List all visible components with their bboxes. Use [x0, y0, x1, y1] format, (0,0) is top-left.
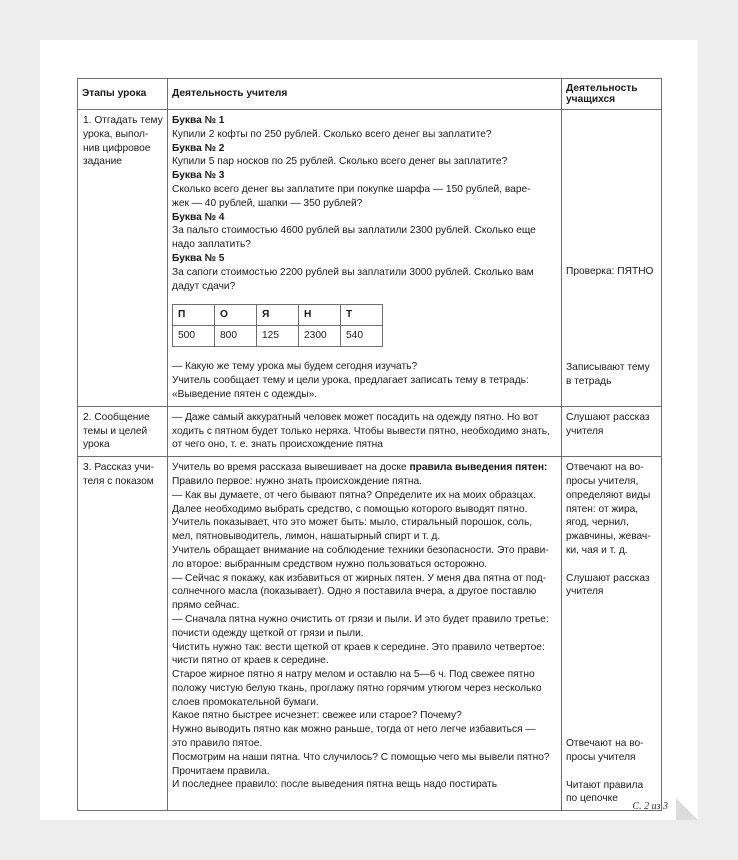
page-corner-fold [676, 798, 698, 820]
answer-key-table [172, 304, 383, 347]
number-cell: 500 [173, 326, 215, 347]
table-row [78, 406, 662, 456]
header-pupils: Деятельность учащихся [562, 79, 662, 110]
letters-row [173, 305, 383, 326]
task-title: Буква № 3 [172, 170, 225, 182]
pupil-text: в тетрадь [566, 375, 612, 387]
table-row [78, 457, 662, 811]
table-row [78, 110, 662, 407]
number-cell: 540 [341, 326, 383, 347]
letter-cell: Т [341, 305, 383, 326]
task-text: дадут сдачи? [172, 280, 236, 292]
task-text: надо заплатить? [172, 239, 251, 251]
teacher-cell [168, 110, 562, 407]
task-text: Купили 5 пар носков по 25 рублей. Сколько всего денег вы заплатите? [172, 156, 508, 168]
pupil-cell: Отвечают на во- просы учителя, определяют виды пятен: от жира, ягод, чернил, ржавчины, жевач- ки, чая и т. д. Слушают рассказ учителя Отвечают на во- просы учителя Читают правила по цепочке [562, 457, 662, 811]
teacher-cell [168, 406, 562, 456]
stage-cell: 3. Рассказ учи- теля с показом [78, 457, 168, 811]
teacher-text: «Выведение пятен с одежды». [172, 388, 318, 400]
stage-cell: 2. Сообщение темы и целей урока [78, 406, 168, 456]
teacher-text: — Даже самый аккуратный человек может посадить на одежду пятно. Но вот [172, 411, 539, 423]
pupil-cell [562, 406, 662, 456]
pupil-check: Проверка: ПЯТНО [566, 266, 654, 277]
task-text: жек — 40 рублей, шапки — 350 рублей? [172, 197, 363, 209]
pupil-text: Слушают рассказ [566, 411, 650, 423]
stage-cell: 1. Отгадать тему урока, выпол- нив цифровое задание [78, 110, 168, 407]
page-number: С. 2 из 3 [632, 801, 668, 812]
task-text: За сапоги стоимостью 2200 рублей вы заплатили 3000 рублей. Сколько вам [172, 266, 534, 278]
teacher-text: ходить с пятном будет только неряха. Чтобы вывести пятно, необходимо знать, [172, 425, 550, 437]
pupil-text: учителя [566, 425, 604, 437]
task-title: Буква № 2 [172, 142, 225, 154]
task-text: За пальто стоимостью 4600 рублей вы заплатили 2300 рублей. Сколько еще [172, 225, 536, 237]
teacher-text: — Какую же тему урока мы будем сегодня изучать? [172, 361, 418, 373]
document-page [40, 40, 698, 820]
task-title: Буква № 1 [172, 115, 225, 126]
task-text: Купили 2 кофты по 250 рублей. Сколько всего денег вы заплатите? [172, 128, 492, 140]
letter-cell: Я [257, 305, 299, 326]
number-cell: 125 [257, 326, 299, 347]
teacher-text: от чего оно, т. е. знать происхождение пятна [172, 439, 383, 451]
pupil-text: Записывают тему [566, 361, 650, 373]
lesson-plan-table [77, 78, 662, 811]
header-teacher: Деятельность учителя [168, 79, 562, 110]
number-cell: 2300 [299, 326, 341, 347]
numbers-row [173, 326, 383, 347]
number-cell: 800 [215, 326, 257, 347]
letter-cell: О [215, 305, 257, 326]
teacher-text: Учитель сообщает тему и цели урока, предлагает записать тему в тетрадь: [172, 375, 529, 387]
header-stages: Этапы урока [78, 79, 168, 110]
letter-cell: П [173, 305, 215, 326]
letter-cell: Н [299, 305, 341, 326]
task-title: Буква № 5 [172, 252, 225, 264]
table-header-row [78, 79, 662, 110]
teacher-intro: Учитель во время рассказа вывешивает на доске правила выведения пятен: [172, 462, 548, 474]
task-text: Сколько всего денег вы заплатите при покупке шарфа — 150 рублей, варе- [172, 183, 531, 195]
task-title: Буква № 4 [172, 211, 225, 223]
pupil-cell [562, 110, 662, 407]
teacher-cell: Учитель во время рассказа вывешивает на доске правила выведения пятен: Правило первое: нужно знать происхождение пятна. — Как вы думаете, от чего бывают пятна? Определите их на моих образцах. Далее необходимо выбрать средство, с помощью которого выводят пятно. Учитель показывает, что это может быть: мыло, стиральный порошок, соль, мел, пятновыводитель, лимон, нашатырный спирт и т. д. Учитель обращает внимание на соблюдение техники безопасности. Это прави- ло второе: выбранным средством нужно пользоваться осторожно. — Сейчас я покажу, как избавиться от жирных пятен. У меня два пятна от под- солнечного масла (показывает). Одно я поставила вчера, а другое поставлю прямо сейчас. — Сначала пятна нужно очистить от грязи и пыли. И это будет правило третье: почисти одежду щеткой от грязи и пыли. Чистить нужно так: вести щеткой от краев к середине. Это правило четвертое: чисти пятно от краев к середине. Старое жирное пятно я натру мелом и оставлю на 5—6 ч. Под свежее пятно положу чистую белую ткань, проглажу пятно горячим утюгом через несколько слоев промокательной бумаги. Какое пятно быстрее исчезнет: свежее или старое? Почему? Нужно выводить пятно как можно раньше, тогда от него легче избавиться — это правило пятое. Посмотрим на наши пятна. Что случилось? С помощью чего мы вывели пятно? Прочитаем правила. И последнее правило: после выведения пятна вещь надо постирать [168, 457, 562, 811]
